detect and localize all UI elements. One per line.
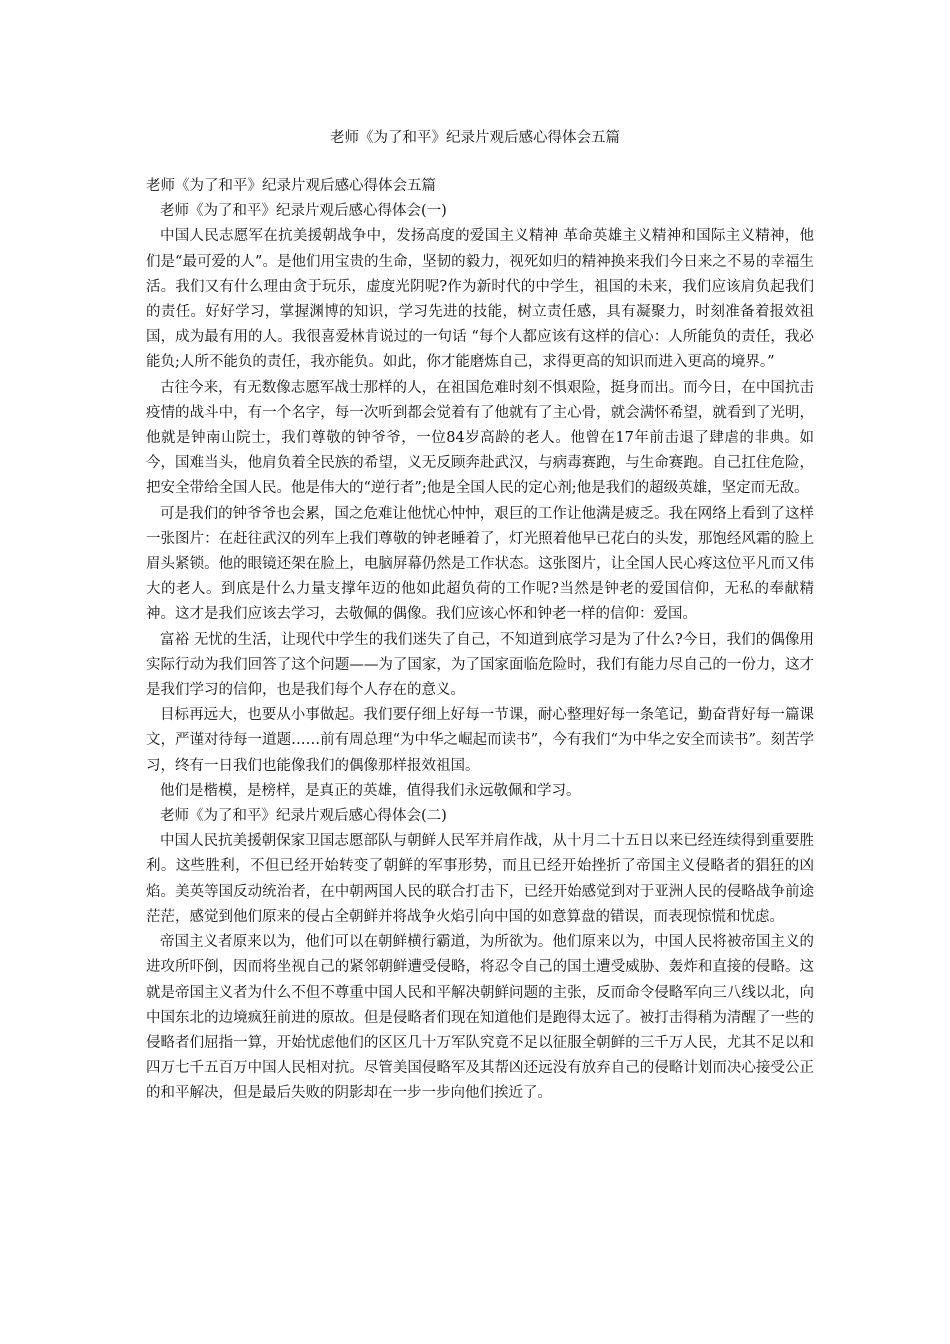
document-body xyxy=(146,174,814,1107)
document-title: 老师《为了和平》纪录片观后感心得体会五篇 xyxy=(330,130,620,146)
paragraph: 中国人民志愿军在抗美援朝战争中，发扬高度的爱国主义精神 革命英雄主义精神和国际主义精神，他们是“最可爱的人”。是他们用宝贵的生命，坚韧的毅力，视死如归的精神换来我们今日来之不易的幸福生活。我们又有什么理由贪于玩乐，虚度光阴呢?作为新时代的中学生，祖国的未来，我们应该肩负起我们的责任。好好学习，掌握渊博的知识，学习先进的技能，树立责任感，具有凝聚力，时刻准备着报效祖国，成为最有用的人。我很喜爱林肯说过的一句话 “每个人都应该有这样的信心：人所能负的责任，我必能负;人所不能负的责任，我亦能负。如此，你才能磨炼自己，求得更高的知识而进入更高的境界。” xyxy=(146,228,814,371)
paragraph: 帝国主义者原来以为，他们可以在朝鲜横行霸道，为所欲为。他们原来以为，中国人民将被帝国主义的进攻所吓倒，因而将坐视自己的紧邻朝鲜遭受侵略，将忍令自己的国土遭受威胁、轰炸和直接的侵略。这就是帝国主义者为什么不但不尊重中国人民和平解决朝鲜问题的主张，反而命令侵略军向三八线以北，向中国东北的边境疯狂前进的原故。但是侵略者们现在知道他们是跑得太远了。被打击得稍为清醒了一些的侵略者们屈指一算，开始忧虑他们的区区几十万军队究竟不足以征服全朝鲜的三千万人民，尤其不足以和四万七千五百万中国人民相对抗。尽管美国侵略军及其帮凶还远没有放弃自己的侵略计划而决心接受公正的和平解决，但是最后失败的阴影却在一步一步向他们挨近了。 xyxy=(146,934,814,1102)
paragraph: 他们是楷模，是榜样，是真正的英雄，值得我们永远敬佩和学习。 xyxy=(160,782,581,799)
paragraph: 中国人民抗美援朝保家卫国志愿部队与朝鲜人民军并肩作战，从十月二十五日以来已经连续得到重要胜利。这些胜利，不但已经开始转变了朝鲜的军事形势，而且已经开始挫折了帝国主义侵略者的猖狂的凶焰。美英等国反动统治者，在中朝两国人民的联合打击下，已经开始感觉到对于亚洲人民的侵略战争前途茫茫，感觉到他们原来的侵占全朝鲜并将战争火焰引向中国的如意算盘的错误，而表现惊慌和忧虑。 xyxy=(146,833,814,925)
document-heading: 老师《为了和平》纪录片观后感心得体会五篇 xyxy=(146,178,436,194)
paragraph: 富裕 无忧的生活，让现代中学生的我们迷失了自己，不知道到底学习是为了什么?今日，我们的偶像用实际行动为我们回答了这个问题——为了国家，为了国家面临危险时，我们有能力尽自己的一份力，这才是我们学习的信仰，也是我们每个人存在的意义。 xyxy=(146,631,814,699)
section-heading-2: 老师《为了和平》纪录片观后感心得体会(二) xyxy=(160,808,447,825)
paragraph: 目标再远大，也要从小事做起。我们要仔细上好每一节课，耐心整理好每一条笔记，勤奋背好每一篇课文，严谨对待每一道题……前有周总理“为中华之崛起而读书”，今有我们“为中华之安全而读书”。刻苦学习，终有一日我们也能像我们的偶像那样报效祖国。 xyxy=(146,707,814,774)
paragraph: 古往今来，有无数像志愿军战士那样的人，在祖国危难时刻不惧艰险，挺身而出。而今日，在中国抗击疫情的战斗中，有一个名字，每一次听到都会觉着有了他就有了主心骨，就会满怀希望，就看到了光明，他就是钟南山院士，我们尊敬的钟爷爷，一位84岁高龄的老人。他曾在17年前击退了肆虐的非典。如今，国难当头，他肩负着全民族的希望，义无反顾奔赴武汉，与病毒赛跑，与生命赛跑。自己扛住危险，把安全带给全国人民。他是伟大的“逆行者”;他是全国人民的定心剂;他是我们的超级英雄，坚定而无敌。 xyxy=(146,379,814,497)
section-heading-1: 老师《为了和平》纪录片观后感心得体会(一) xyxy=(160,203,447,220)
paragraph: 可是我们的钟爷爷也会累，国之危难让他忧心忡忡，艰巨的工作让他满是疲乏。我在网络上看到了这样一张图片：在赶往武汉的列车上我们尊敬的钟老睡着了，灯光照着他早已花白的头发，那饱经风霜的脸上眉头紧锁。他的眼镜还架在脸上，电脑屏幕仍然是工作状态。这张图片，让全国人民心疼这位平凡而又伟大的老人。到底是什么力量支撑年迈的他如此超负荷的工作呢?当然是钟老的爱国信仰，无私的奉献精神。这才是我们应该去学习，去敬佩的偶像。我们应该心怀和钟老一样的信仰：爱国。 xyxy=(146,505,814,623)
